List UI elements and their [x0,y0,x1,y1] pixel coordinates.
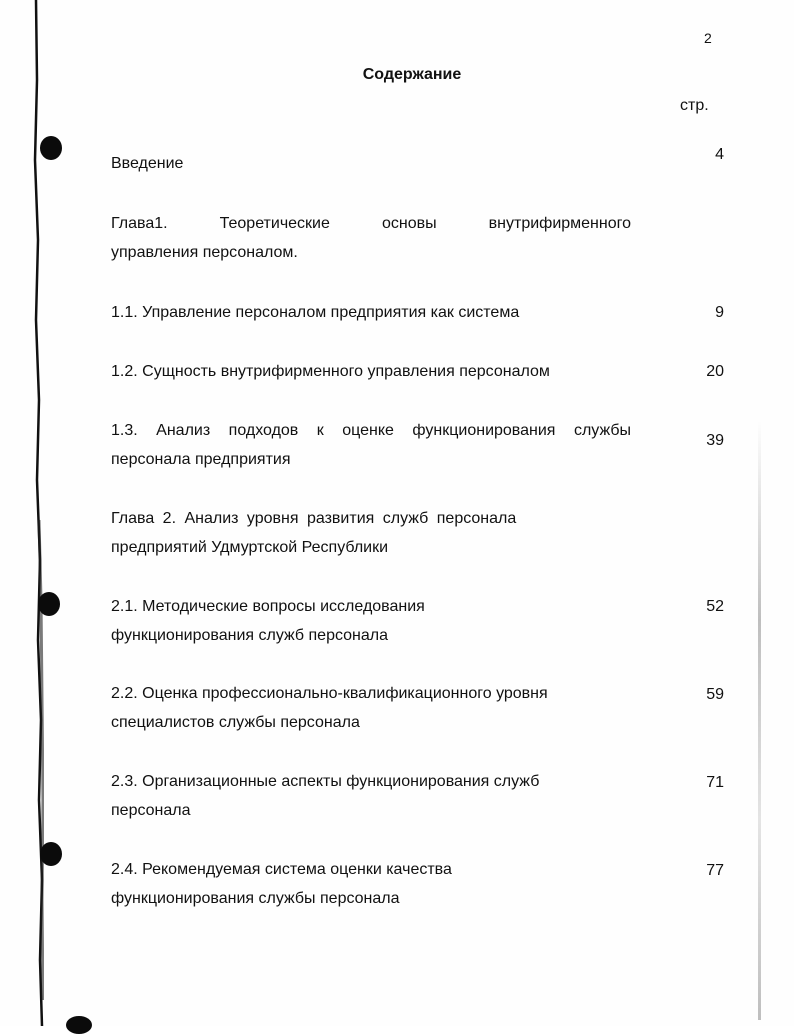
toc-entry-line: 1.2. Сущность внутрифирменного управления персоналом [111,363,550,380]
toc-entry-text [111,592,631,650]
scan-right-edge [758,420,761,1020]
toc-entry-line: персонала [111,802,191,819]
punch-hole [40,136,62,160]
toc-entry [111,209,631,267]
toc-entry [111,504,631,562]
toc-entry-page: 71 [706,774,724,791]
toc-entry-text [111,504,631,562]
page-title: Содержание [362,66,462,83]
toc-entry-text [111,767,631,825]
toc-entry-text [111,679,631,737]
toc-entry [111,416,631,474]
toc-entry-line: функционирования службы персонала [111,890,400,907]
page-number: 2 [704,30,712,46]
toc-entry [111,767,631,825]
toc-entry-line: 2.4. Рекомендуемая система оценки качества [111,861,452,878]
toc-entry [111,855,631,913]
toc-entry-page: 77 [706,862,724,879]
toc-entry [111,357,631,386]
toc-entry [111,149,631,178]
toc-entry-line: Глава 2. Анализ уровня развития служб персонала [111,510,517,527]
punch-hole [40,842,62,866]
toc-entry-line: 2.1. Методические вопросы исследования [111,598,425,615]
toc-entry-text [111,855,631,913]
toc-entry-line: 1.3. Анализ подходов к оценке функционирования службы [111,422,631,439]
punch-hole [66,1016,92,1034]
punch-hole [38,592,60,616]
toc-entry-line: 2.3. Организационные аспекты функционирования служб [111,773,540,790]
toc-entry-text [111,298,631,327]
toc-entry [111,592,631,650]
toc-entry-line: специалистов службы персонала [111,714,360,731]
toc-entry-text [111,149,631,178]
toc-entry-page: 39 [706,432,724,449]
toc-entry-page: 4 [715,146,724,163]
toc-entry-text [111,357,631,386]
toc-entry-page: 9 [715,304,724,321]
toc-entry-line: Введение [111,155,184,172]
toc-entry-line: 1.1. Управление персоналом предприятия как система [111,304,520,321]
toc-entry [111,298,631,327]
toc-entry-page: 52 [706,598,724,615]
toc-entry-line: 2.2. Оценка профессионально-квалификационного уровня [111,685,548,702]
toc-entry-page: 59 [706,686,724,703]
toc-entry-text [111,416,631,474]
toc-entry [111,679,631,737]
toc-entry-line: Глава1. Теоретические основы внутрифирменного [111,215,631,232]
toc-entry-line: предприятий Удмуртской Республики [111,539,389,556]
toc-entry-line: персонала предприятия [111,451,291,468]
toc-entry-line: управления персоналом. [111,244,298,261]
toc-entry-page: 20 [706,363,724,380]
page-column-label: стр. [680,97,709,114]
toc-entry-text [111,209,631,267]
toc-entry-line: функционирования служб персонала [111,627,389,644]
